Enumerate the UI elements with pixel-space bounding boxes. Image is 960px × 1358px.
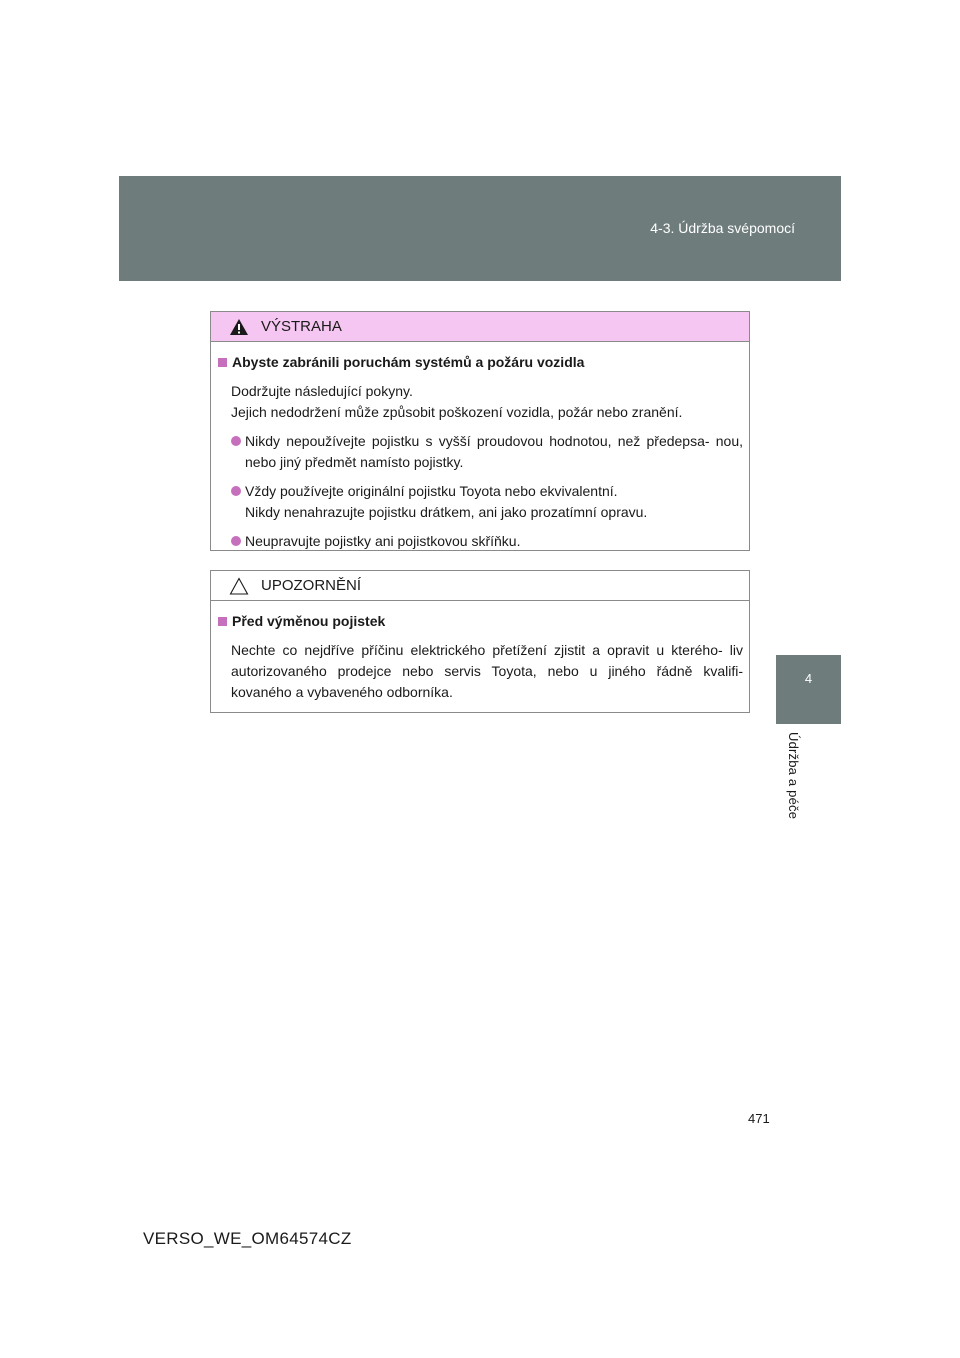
chapter-label: Údržba a péče <box>786 732 801 820</box>
warning-bullet <box>231 431 743 473</box>
warning-title: VÝSTRAHA <box>261 318 342 335</box>
square-bullet-icon <box>218 358 227 367</box>
document-code: VERSO_WE_OM64574CZ <box>143 1229 352 1248</box>
chapter-tab <box>776 655 841 724</box>
warning-body <box>211 342 749 552</box>
warning-box <box>210 311 750 551</box>
warning-intro-line: Jejich nedodržení může způsobit poškození vozidla, požár nebo zranění. <box>231 404 683 420</box>
warning-intro-line: Dodržujte následující pokyny. <box>231 383 413 399</box>
header-band <box>119 176 841 281</box>
caution-triangle-icon <box>229 577 249 595</box>
round-bullet-icon <box>231 436 241 446</box>
notice-title: UPOZORNĚNÍ <box>261 577 362 594</box>
bullet-line: Vždy používejte originální pojistku Toyota nebo ekvivalentní. <box>245 483 618 499</box>
section-title: 4-3. Údržba svépomocí <box>650 220 795 236</box>
notice-heading-text: Před výměnou pojistek <box>232 613 386 629</box>
notice-text: Nechte co nejdříve příčinu elektrického přetížení zjistit a opravit u kterého- liv autorizovaného prodejce nebo servis Toyota, nebo u jiného řádně kvalifi- kovaného a vybaveného odborníka. <box>231 642 743 700</box>
warning-heading-text: Abyste zabránili poruchám systémů a požáru vozidla <box>232 354 585 370</box>
warning-heading <box>218 352 743 373</box>
page-number: 471 <box>748 1111 770 1126</box>
notice-header <box>211 571 749 601</box>
warning-header <box>211 312 749 342</box>
bullet-line: Nikdy nepoužívejte pojistku s vyšší proudovou hodnotou, než předepsa- nou, nebo jiný předmět namísto pojistky. <box>245 433 743 470</box>
warning-triangle-icon <box>229 318 249 336</box>
warning-intro <box>231 381 743 423</box>
notice-body <box>211 601 749 703</box>
bullet-line: Nikdy nenahrazujte pojistku drátkem, ani jako prozatímní opravu. <box>245 504 648 520</box>
warning-bullet <box>231 481 743 523</box>
square-bullet-icon <box>218 617 227 626</box>
round-bullet-icon <box>231 486 241 496</box>
warning-bullet <box>231 531 743 552</box>
bullet-line: Neupravujte pojistky ani pojistkovou skříňku. <box>245 533 521 549</box>
notice-heading <box>218 611 743 632</box>
notice-box <box>210 570 750 713</box>
round-bullet-icon <box>231 536 241 546</box>
chapter-number: 4 <box>804 671 813 686</box>
